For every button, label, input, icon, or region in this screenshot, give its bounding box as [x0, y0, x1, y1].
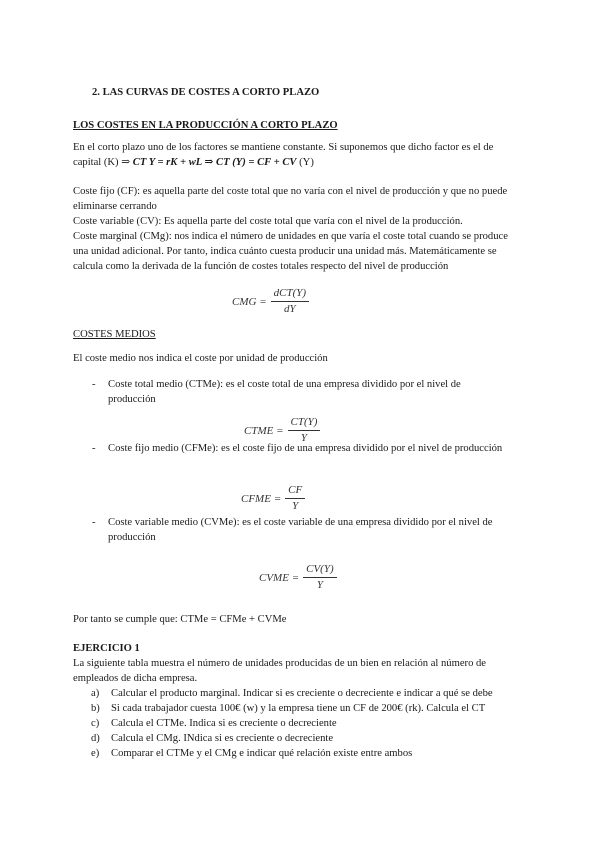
task-text: Comparar el CTMe y el CMg e indicar qué relación existe entre ambos [111, 748, 413, 759]
intro-formula: CT Y = rK + wL ⇒ CT (Y) = CF + CV [132, 157, 297, 168]
task-text: Si cada trabajador cuesta 100€ (w) y la empresa tiene un CF de 200€ (rk). Calcula el CT [111, 703, 486, 714]
task-letter: e) [91, 748, 100, 759]
formula-cmg-lhs: CMG = [232, 295, 267, 308]
formula-cfme [241, 484, 305, 513]
formula-cvme-num: CV(Y) [303, 563, 337, 578]
item-ctme-line-2: producción [108, 394, 156, 405]
exercise-description [73, 656, 527, 686]
formula-cmg-num: dCT(Y) [271, 287, 309, 302]
formula-ctme-num: CT(Y) [288, 416, 321, 431]
def-variable: Coste variable (CV): Es aquella parte del coste total que varía con el nivel de la producción. [73, 216, 463, 227]
formula-ctme-den: Y [300, 432, 308, 444]
intro-line-2-suffix: (Y) [299, 157, 314, 168]
exercise-task [91, 716, 531, 731]
formula-cvme-lhs: CVME = [259, 571, 300, 584]
exercise-task [91, 731, 531, 746]
task-text: Calcula el CMg. INdica si es creciente o decreciente [111, 733, 334, 744]
task-letter: a) [91, 688, 100, 699]
formula-cvme [259, 563, 337, 592]
formula-cmg [232, 287, 309, 316]
definitions-block [73, 184, 527, 274]
bullet-dash-cfme: - [92, 443, 96, 454]
costes-medios-title: COSTES MEDIOS [73, 329, 156, 340]
formula-cvme-den: Y [316, 579, 323, 591]
exercise-title: EJERCICIO 1 [73, 643, 140, 654]
exercise-task-list [91, 686, 531, 761]
task-letter: c) [91, 718, 100, 729]
item-cvme-line-1: Coste variable medio (CVMe): es el coste variable de una empresa dividido por el nivel de [108, 517, 493, 528]
task-letter: d) [91, 733, 100, 744]
bullet-dash-ctme: - [92, 379, 96, 390]
def-marginal-2: una unidad adicional. Por tanto, indica cuánto cuesta producir una unidad más. Matemáticamente se [73, 246, 497, 257]
exercise-task [91, 701, 531, 716]
formula-ctme-lhs: CTME = [244, 424, 284, 437]
exercise-task [91, 746, 531, 761]
formula-cmg-fraction [271, 287, 309, 316]
bullet-dash-cvme: - [92, 517, 96, 528]
subsection-title: LOS COSTES EN LA PRODUCCIÓN A CORTO PLAZO [73, 120, 338, 131]
item-cvme-line-2: producción [108, 532, 156, 543]
intro-paragraph [73, 140, 527, 170]
def-fixed-2: eliminarse cerrando [73, 201, 157, 212]
section-title: 2. LAS CURVAS DE COSTES A CORTO PLAZO [92, 87, 320, 98]
conclusion-text: Por tanto se cumple que: CTMe = CFMe + CVMe [73, 614, 287, 625]
item-ctme-line-1: Coste total medio (CTMe): es el coste total de una empresa dividido por el nivel de [108, 379, 461, 390]
def-marginal-3: calcula como la derivada de la función de costes totales respecto del nivel de producción [73, 261, 449, 272]
task-text: Calcular el producto marginal. Indicar si es creciente o decreciente e indicar a qué se debe [111, 688, 493, 699]
formula-cvme-fraction [303, 563, 337, 592]
item-cfme: Coste fijo medio (CFMe): es el coste fijo de una empresa dividido por el nivel de producción [108, 443, 503, 454]
formula-cfme-fraction [285, 484, 305, 513]
item-ctme [108, 377, 526, 407]
costes-medios-intro: El coste medio nos indica el coste por unidad de producción [73, 353, 328, 364]
task-text: Calcula el CTMe. Indica si es creciente o decreciente [111, 718, 337, 729]
exercise-desc-line-1: La siguiente tabla muestra el número de unidades producidas de un bien en relación al número de [73, 658, 487, 669]
formula-cfme-den: Y [292, 500, 299, 512]
task-letter: b) [91, 703, 100, 714]
exercise-task [91, 686, 531, 701]
def-marginal-1: Coste marginal (CMg): nos indica el número de unidades en que varía el coste total cuando se produce [73, 231, 508, 242]
def-fixed-1: Coste fijo (CF): es aquella parte del coste total que no varía con el nivel de producción y que no puede [73, 186, 508, 197]
formula-cfme-num: CF [285, 484, 305, 499]
item-cvme [108, 515, 526, 545]
formula-cmg-den: dY [284, 303, 296, 315]
formula-cfme-lhs: CFME = [241, 492, 282, 505]
intro-line-2-prefix: capital (K) ⇒ [73, 157, 131, 168]
exercise-desc-line-2: empleados de dicha empresa. [73, 673, 198, 684]
intro-line-1: En el corto plazo uno de los factores se mantiene constante. Si suponemos que dicho factor es el de [73, 142, 494, 153]
intro-line-2 [73, 155, 527, 170]
